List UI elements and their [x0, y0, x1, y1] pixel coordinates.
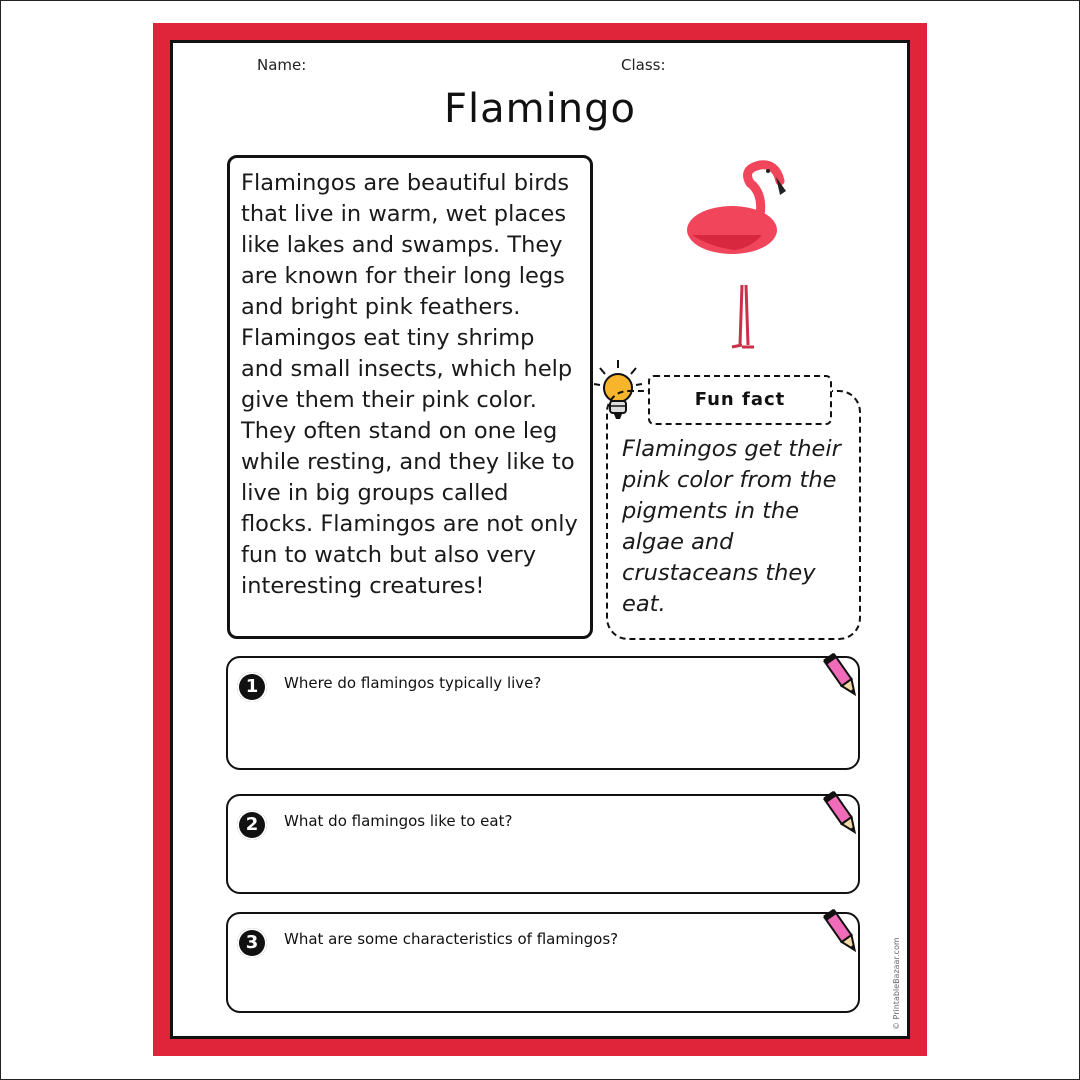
question-text: Where do flamingos typically live? [284, 674, 542, 692]
question-number: 3 [237, 928, 267, 958]
question-text: What are some characteristics of flamingos? [284, 930, 619, 948]
question-text: What do flamingos like to eat? [284, 812, 513, 830]
reading-passage: Flamingos are beautiful birds that live in warm, wet places like lakes and swamps. They are known for their long legs and bright pink feathers. Flamingos eat tiny shrimp and small insects, which help give them their pink color. They often stand on one leg while resting, and they like to live in big groups called flocks. Flamingos are not only fun to watch but also very interesting creatures! [241, 170, 578, 599]
reading-passage-box [227, 155, 593, 639]
fun-fact-title: Fun fact [648, 375, 832, 425]
flamingo-illustration [680, 155, 800, 355]
question-box-3[interactable] [226, 912, 860, 1013]
pencil-icon [816, 906, 868, 958]
question-box-2[interactable] [226, 794, 860, 894]
question-box-1[interactable] [226, 656, 860, 770]
pencil-icon [816, 650, 868, 702]
page-title: Flamingo [444, 86, 636, 132]
watermark: © PrintableBazaar.com [892, 937, 901, 1030]
question-number: 1 [237, 672, 267, 702]
question-number: 2 [237, 810, 267, 840]
fun-fact-text: Flamingos get their pink color from the pigments in the algae and crustaceans they eat. [622, 436, 841, 617]
class-label: Class: [621, 56, 666, 74]
pencil-icon [816, 788, 868, 840]
fun-fact-box [606, 390, 861, 640]
name-label: Name: [257, 56, 307, 74]
